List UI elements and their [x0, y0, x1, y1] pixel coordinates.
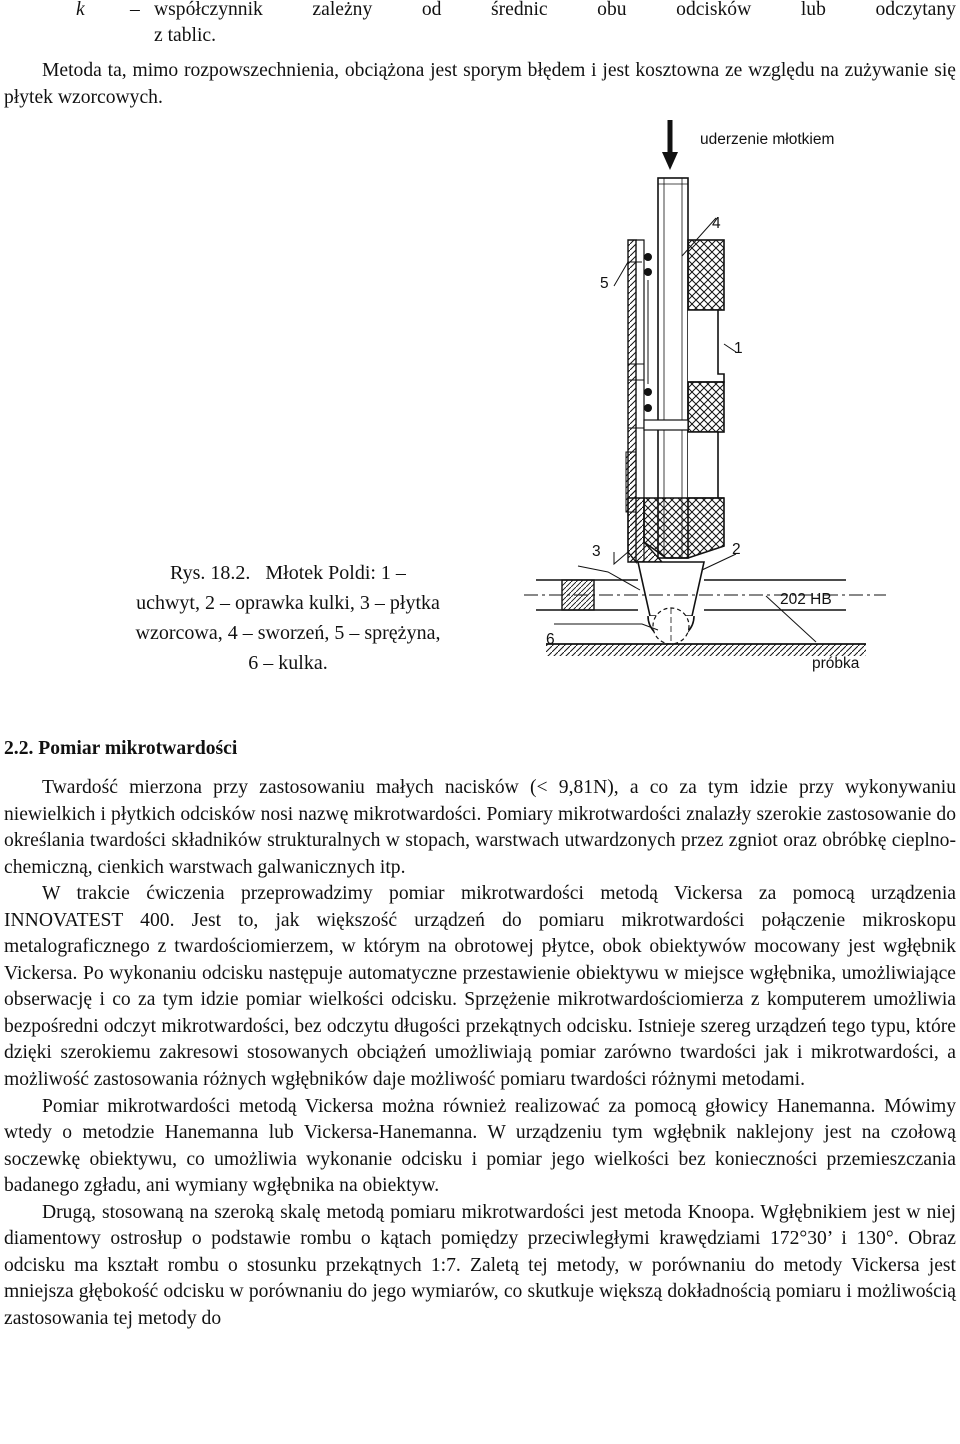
definition-word: zależny [312, 0, 373, 20]
section-body [4, 775, 956, 1332]
label-3: 3 [592, 543, 601, 560]
section-heading: 2.2. Pomiar mikrotwardości [4, 738, 238, 759]
hammer-arrow [662, 120, 678, 170]
definition-word: lub [800, 0, 826, 20]
definition-word: obu [597, 0, 627, 20]
body-paragraph: Twardość mierzona przy zastosowaniu małych nacisków (< 9,81N), a co za tym idzie przy wykonywaniu niewielkich i płytkich odcisków nosi nazwę mikrotwardości. Pomiary mikrotwardości znalazły szerokie zastosowanie do określania twardości składników strukturalnych w stopach, warstwach utwardzonych przez zgniot oraz obróbkę cieplno-chemiczną, cienkich warstwach galwanicznych itp. [4, 777, 956, 878]
label-4: 4 [712, 215, 721, 232]
label-sample: próbka [812, 655, 860, 672]
handle-base [688, 432, 724, 498]
definition-dash: – [130, 0, 140, 20]
handle-middle [688, 310, 724, 382]
definition-row [4, 0, 956, 46]
ball-tip [638, 562, 704, 644]
figure-caption [68, 558, 508, 678]
definition-symbol: k [76, 0, 85, 20]
definition-text [154, 0, 956, 24]
definition-word: współczynnik [154, 0, 263, 20]
caption-line: 6 – kulka. [248, 652, 328, 674]
definition-word: od [421, 0, 442, 20]
poldi-hammer-diagram [516, 112, 896, 692]
label-6: 6 [546, 631, 555, 648]
definition-word: średnic [491, 0, 548, 20]
handle-upper [688, 240, 724, 310]
definition-word: odcisków [676, 0, 752, 20]
label-1: 1 [734, 340, 743, 357]
caption-line: wzorcowa, 4 – sworzeń, 5 – sprężyna, [135, 622, 441, 644]
caption-line: uchwyt, 2 – oprawka kulki, 3 – płytka [136, 592, 440, 614]
label-2: 2 [732, 541, 741, 558]
spring-balls [644, 253, 652, 412]
label-hardness: 202 HB [780, 591, 832, 608]
body-paragraph: Drugą, stosowaną na szeroką skalę metodą pomiaru mikrotwardości jest metoda Knoopa. Wgłębnikiem jest w niej diamentowy ostrosłup o podstawie rombu o kątach pomiędzy przeciwległymi krawędziami 172°30’ i 130°. Obraz odcisku ma kształt rombu o stosunku przekątnych 1:7. Zaletą tej metody, w porównaniu do metody Vickersa jest mniejsza głębokość odcisku w porównaniu do jego wymiarów, co skutkuje większą dokładnością pomiaru i możliwością zastosowania tej metody do [4, 1201, 956, 1329]
caption-line: Rys. 18.2. Młotek Poldi: 1 – [170, 562, 406, 584]
definition-continuation: z tablic. [154, 25, 217, 46]
label-5: 5 [600, 275, 609, 292]
intro-paragraph: Metoda ta, mimo rozpowszechnienia, obciążona jest sporym błędem i jest kosztowna ze względu na zużywanie się płytek wzorcowych. [4, 60, 956, 108]
body-paragraph: W trakcie ćwiczenia przeprowadzimy pomiar mikrotwardości metodą Vickersa za pomocą urządzenia INNOVATEST 400. Jest to, jak większość urządzeń do pomiaru mikrotwardości połączenie mikroskopu metalograficznego z twardościomierzem, w którym na obrotowej płytce, obok obiektywów mocowany jest wgłębnik Vickersa. Po wykonaniu odcisku następuje automatyczne przestawienie obiektywu w miejsce wgłębnika, umożliwiające obserwację i co za tym idzie pomiar wielkości odcisku. Sprzężenie mikrotwardościomierza z komputerem umożliwia bezpośredni odczyt mikrotwardości, bez odczytu długości przekątnych odcisku. Istnieje szereg urządzeń tego typu, które dzięki szerokiemu zakresowi stosowanych obciążeń umożliwiają pomiar zarówno twardości jak i mikrotwardości, a możliwość zastosowania różnych wgłębników daje możliwość pomiaru twardości różnymi metodami. [4, 883, 956, 1091]
definition-word: odczytany [875, 0, 956, 20]
hammer-label: uderzenie młotkiem [700, 131, 835, 148]
document-page [4, 0, 956, 1329]
body-paragraph: Pomiar mikrotwardości metodą Vickersa można również realizować za pomocą głowicy Hanemanna. Mówimy wtedy o metodzie Hanemanna lub Vickersa-Hanemanna. W urządzeniu tym wgłębnik naklejony jest na czołową soczewkę obiektywu, co umożliwia wykonanie odcisku i pomiar jego wielkości bez konieczności przemieszczania badanego zgładu, ani wymiany wgłębnika na obiektyw. [4, 1095, 956, 1197]
ball-holder [628, 498, 724, 562]
